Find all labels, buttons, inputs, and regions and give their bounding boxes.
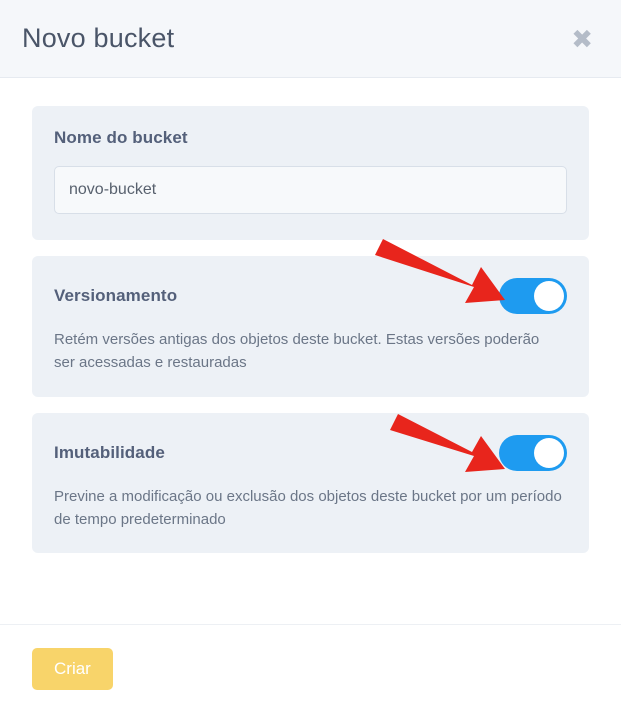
versioning-description: Retém versões antigas dos objetos deste bucket. Estas versões poderão ser acessadas e restauradas [54, 331, 540, 372]
immutability-toggle-knob [534, 438, 564, 468]
versioning-toggle[interactable] [499, 278, 567, 314]
bucket-name-input[interactable] [54, 166, 567, 214]
immutability-row [54, 435, 567, 471]
dialog-header [0, 0, 621, 78]
create-button[interactable]: Criar [32, 648, 113, 690]
versioning-section [32, 256, 589, 397]
versioning-toggle-knob [534, 281, 564, 311]
dialog-body [0, 78, 621, 624]
versioning-row [54, 278, 567, 314]
immutability-section [32, 413, 589, 554]
page-title: Novo bucket [22, 23, 175, 53]
versioning-label: Versionamento [54, 286, 178, 305]
immutability-toggle[interactable] [499, 435, 567, 471]
bucket-name-section [32, 106, 589, 240]
close-icon[interactable]: ✖ [571, 23, 593, 54]
immutability-label: Imutabilidade [54, 442, 165, 462]
immutability-description: Previne a modificação ou exclusão dos objetos deste bucket por um período de tempo predeterminado [54, 487, 562, 528]
dialog-footer [0, 624, 621, 712]
bucket-name-label: Nome do bucket [54, 128, 188, 147]
